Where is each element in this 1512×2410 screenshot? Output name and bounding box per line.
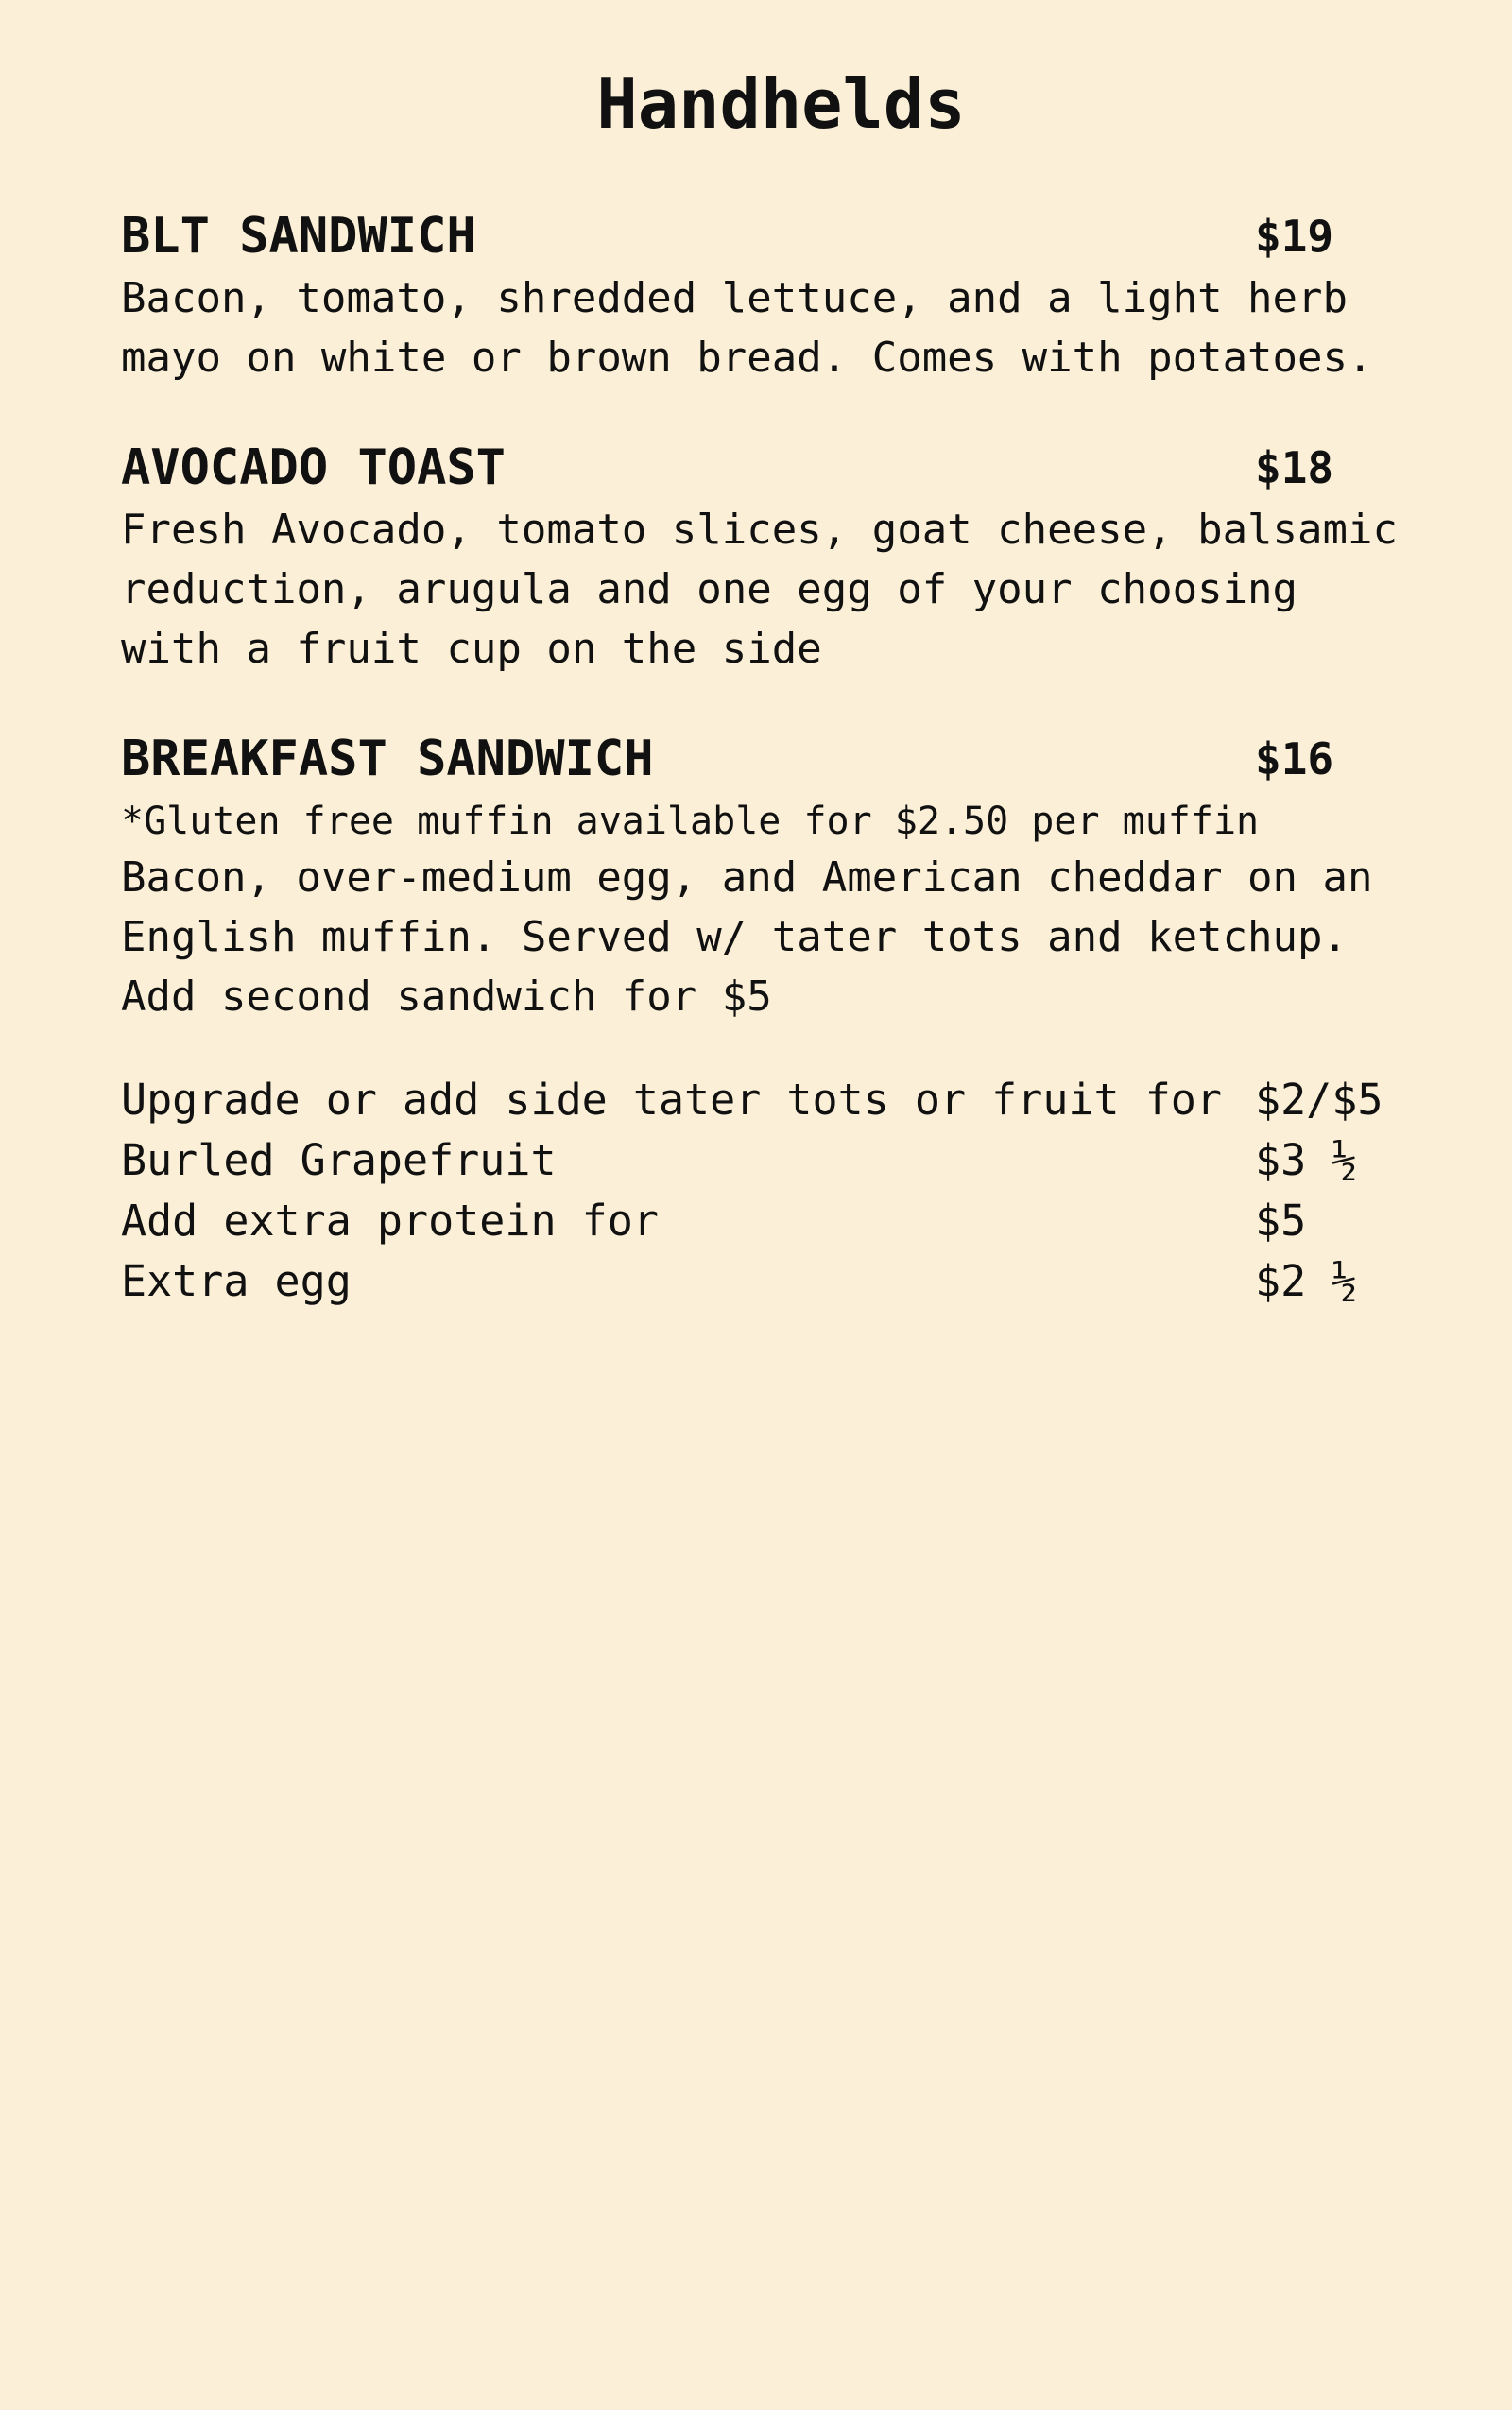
item-price: $16 bbox=[1255, 733, 1334, 784]
add-on-label: Extra egg bbox=[121, 1256, 352, 1306]
page-title: Handhelds bbox=[596, 64, 966, 144]
menu-item-header bbox=[121, 206, 1425, 267]
add-on-label: Add extra protein for bbox=[121, 1196, 659, 1246]
menu-item-breakfast-sandwich bbox=[121, 729, 1425, 1026]
menu-item-avocado-toast bbox=[121, 438, 1425, 679]
item-description bbox=[121, 500, 1425, 679]
add-on-row bbox=[121, 1130, 1425, 1191]
item-description-line: with a fruit cup on the side bbox=[121, 625, 822, 673]
add-ons-list bbox=[121, 1070, 1425, 1312]
add-on-price: $2/$5 bbox=[1255, 1075, 1383, 1125]
item-description-line: reduction, arugula and one egg of your choosing bbox=[121, 565, 1298, 613]
menu-item-blt bbox=[121, 206, 1425, 387]
add-on-price: $2 ½ bbox=[1255, 1256, 1358, 1306]
add-on-label: Upgrade or add side tater tots or fruit for bbox=[121, 1075, 1222, 1125]
menu-item-header bbox=[121, 729, 1425, 789]
item-name: AVOCADO TOAST bbox=[121, 439, 506, 496]
item-name: BLT SANDWICH bbox=[121, 208, 476, 265]
item-description bbox=[121, 268, 1425, 387]
add-on-row bbox=[121, 1251, 1425, 1312]
add-on-row bbox=[121, 1191, 1425, 1251]
gluten-free-note: *Gluten free muffin available for $2.50 per muffin bbox=[121, 800, 1260, 843]
add-on-row bbox=[121, 1070, 1425, 1130]
item-name: BREAKFAST SANDWICH bbox=[121, 731, 654, 787]
item-description-line: mayo on white or brown bread. Comes with potatoes. bbox=[121, 334, 1373, 382]
item-price: $18 bbox=[1255, 442, 1334, 493]
item-description-line: Add second sandwich for $5 bbox=[121, 973, 772, 1021]
add-on-price: $5 bbox=[1255, 1196, 1307, 1246]
item-description-line: Bacon, over-medium egg, and American cheddar on an bbox=[121, 853, 1373, 902]
item-description-line: Fresh Avocado, tomato slices, goat cheese, balsamic bbox=[121, 506, 1399, 554]
menu-item-header bbox=[121, 438, 1425, 498]
item-price: $19 bbox=[1255, 211, 1334, 262]
add-on-price: $3 ½ bbox=[1255, 1135, 1358, 1185]
item-description-line: Bacon, tomato, shredded lettuce, and a light herb bbox=[121, 274, 1349, 322]
item-description-line: English muffin. Served w/ tater tots and ketchup. bbox=[121, 913, 1349, 961]
item-description bbox=[121, 848, 1425, 1026]
add-on-label: Burled Grapefruit bbox=[121, 1135, 557, 1185]
